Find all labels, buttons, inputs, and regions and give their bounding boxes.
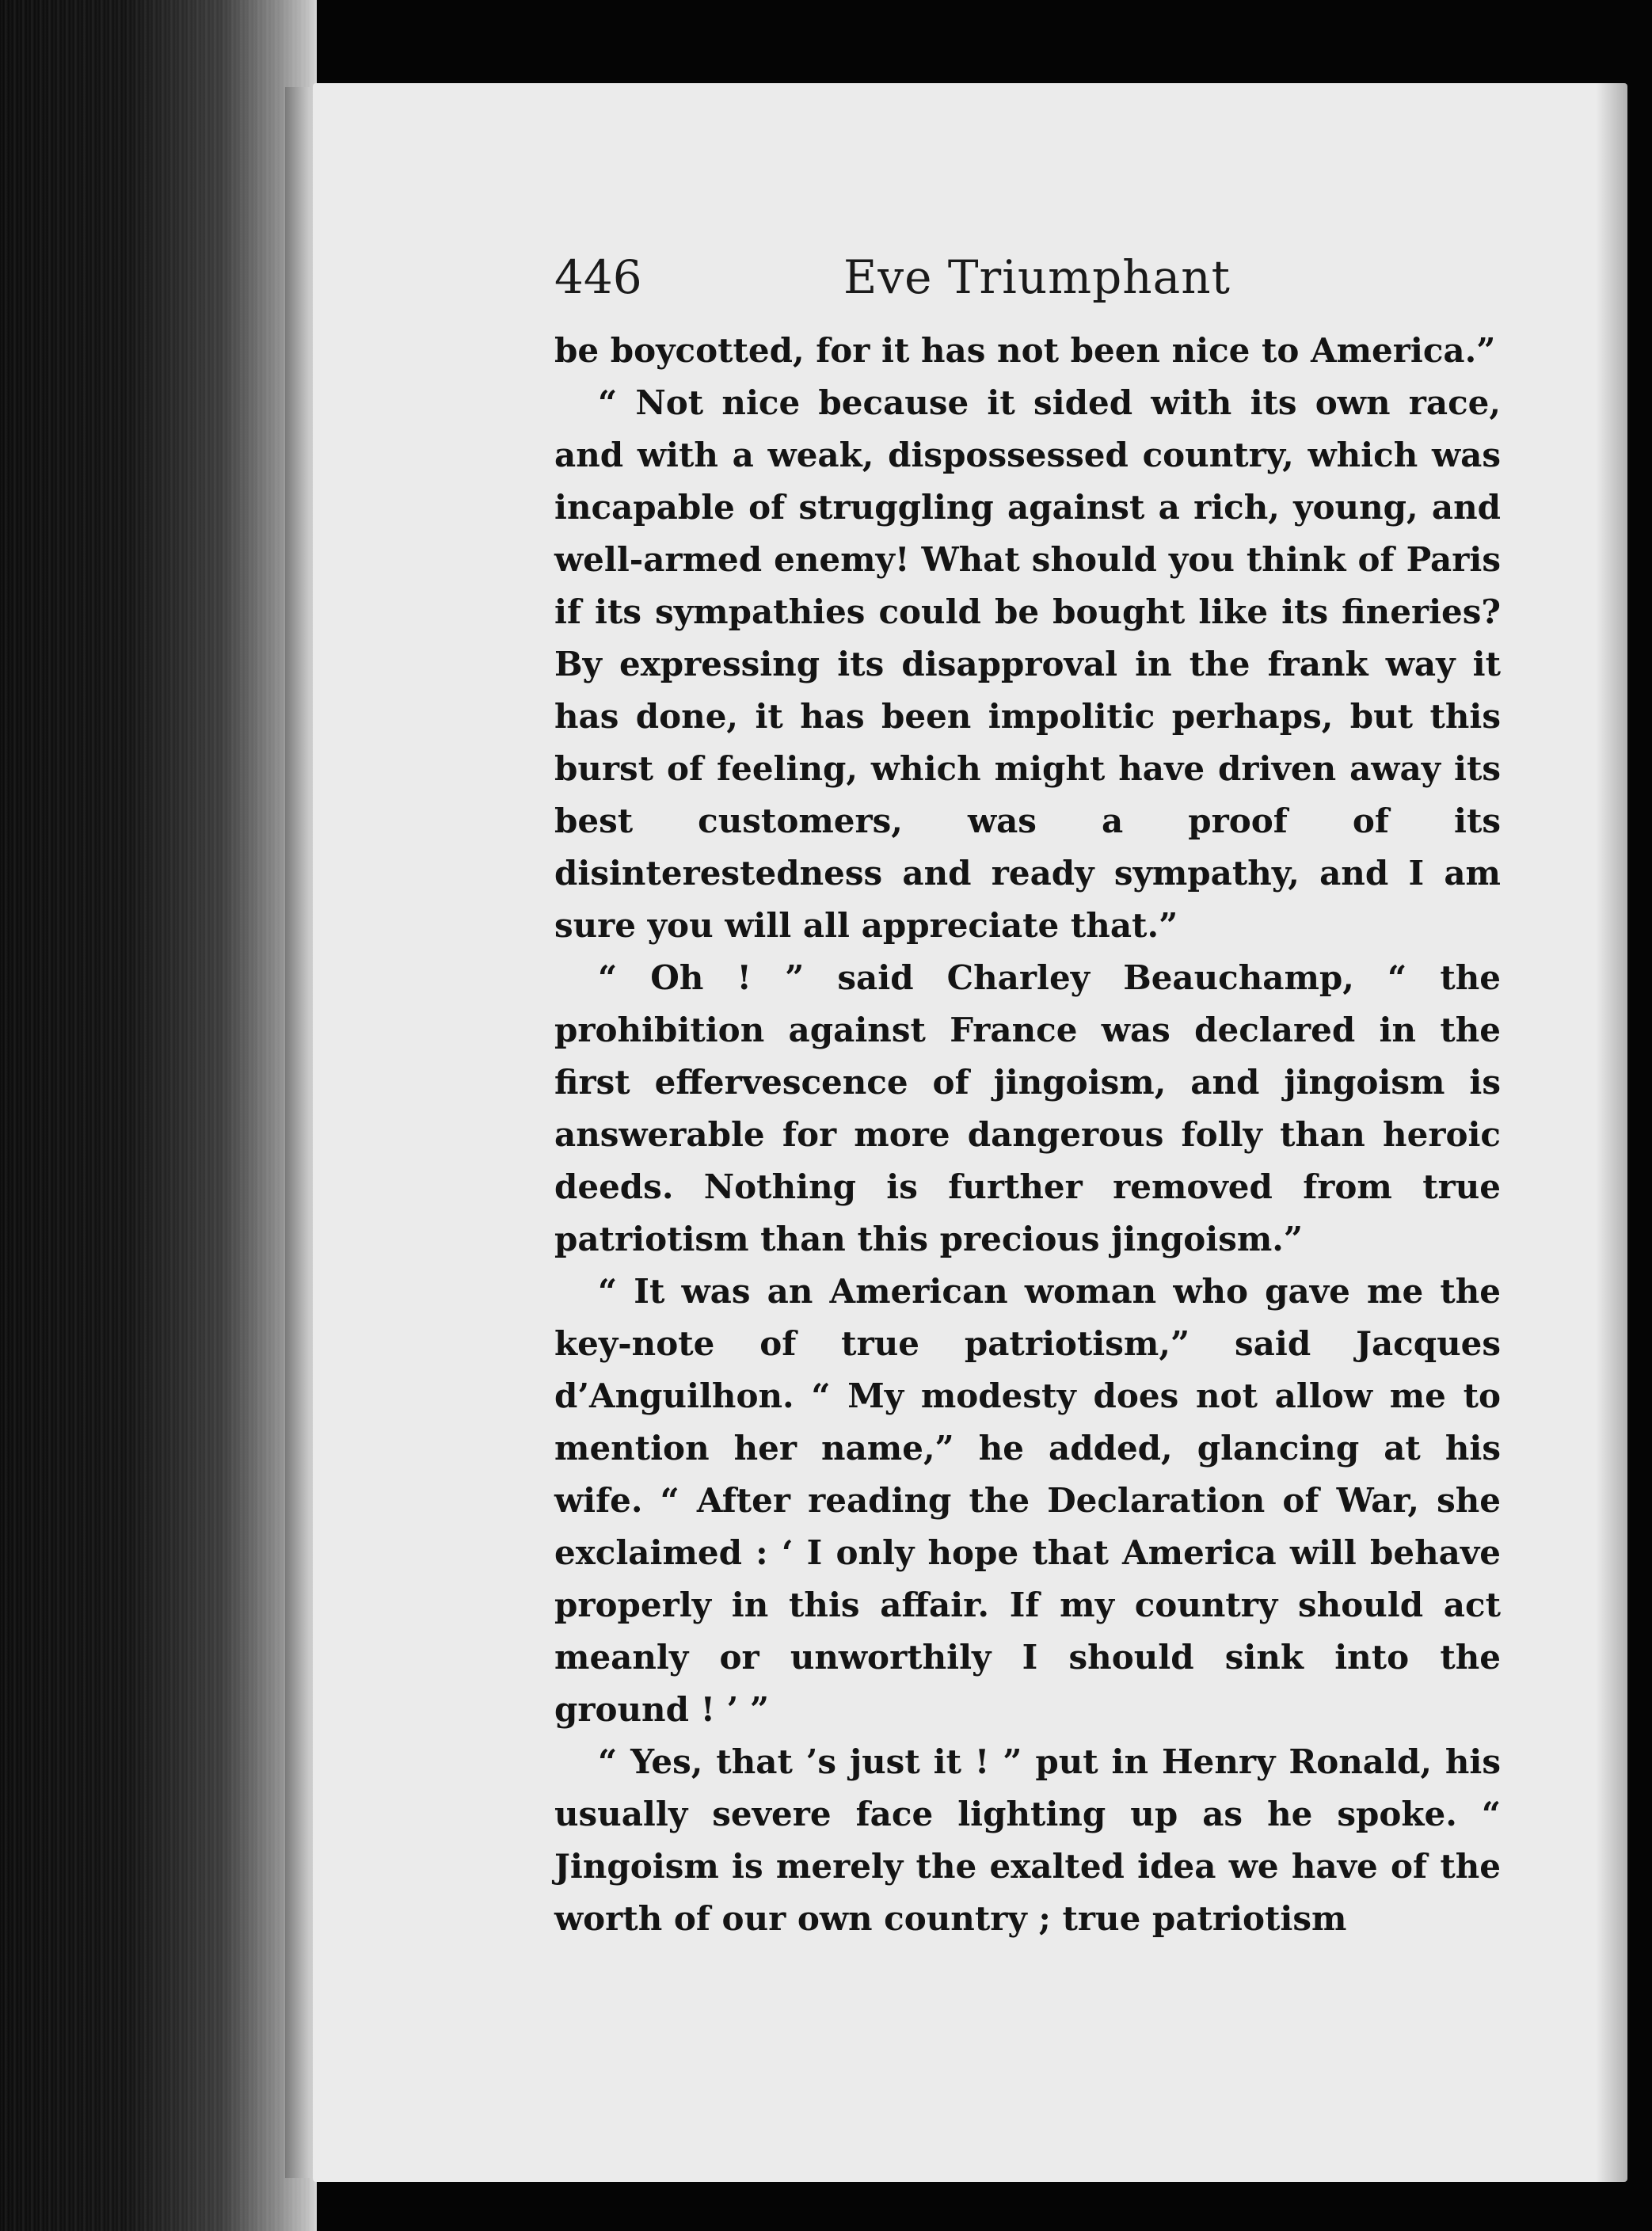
paragraph: “ It was an American woman who gave me the key-note of true patriotism,” said Jacques d’Anguilhon. “ My modesty does not allow me to mention her name,” he added, glancing at his wife. “ After reading the Declaration of War, she exclaimed : ‘ I only hope that America will behave properly in this affair. If my country should act meanly or unworthily I should sink into the ground ! ’ ”: [554, 1272, 1501, 1729]
paragraph: “ Oh ! ” said Charley Beauchamp, “ the prohibition against France was declared in the first effervescence of jingoism, and jingoism is answerable for more dangerous folly than heroic deeds. Nothing is further removed from true patriotism than this precious jingoism.”: [554, 958, 1501, 1258]
body-text: [554, 325, 1501, 1945]
page-sheet: [313, 83, 1627, 2182]
paragraph-continuation: be boycotted, for it has not been nice to America.”: [554, 331, 1496, 370]
page-edge-shadow: [1596, 83, 1627, 2182]
running-title: Eve Triumphant: [843, 250, 1231, 304]
page-number: 446: [554, 250, 642, 304]
running-head: [554, 234, 1623, 321]
book-binding-edge: [0, 0, 317, 2231]
paragraph: “ Not nice because it sided with its own race, and with a weak, dispossessed country, which was incapable of struggling against a rich, young, and well-armed enemy! What should you think of Paris if its sympathies could be bought like its fineries? By expressing its disapproval in the frank way it has done, it has been impolitic perhaps, but this burst of feeling, which might have driven away its best customers, was a proof of its disinterestedness and ready sympathy, and I am sure you will all appreciate that.”: [554, 383, 1501, 945]
paragraph: “ Yes, that ’s just it ! ” put in Henry Ronald, his usually severe face lighting up as he spoke. “ Jingoism is merely the exalted idea we have of the worth of our own country ; true patriotism: [554, 1742, 1501, 1938]
